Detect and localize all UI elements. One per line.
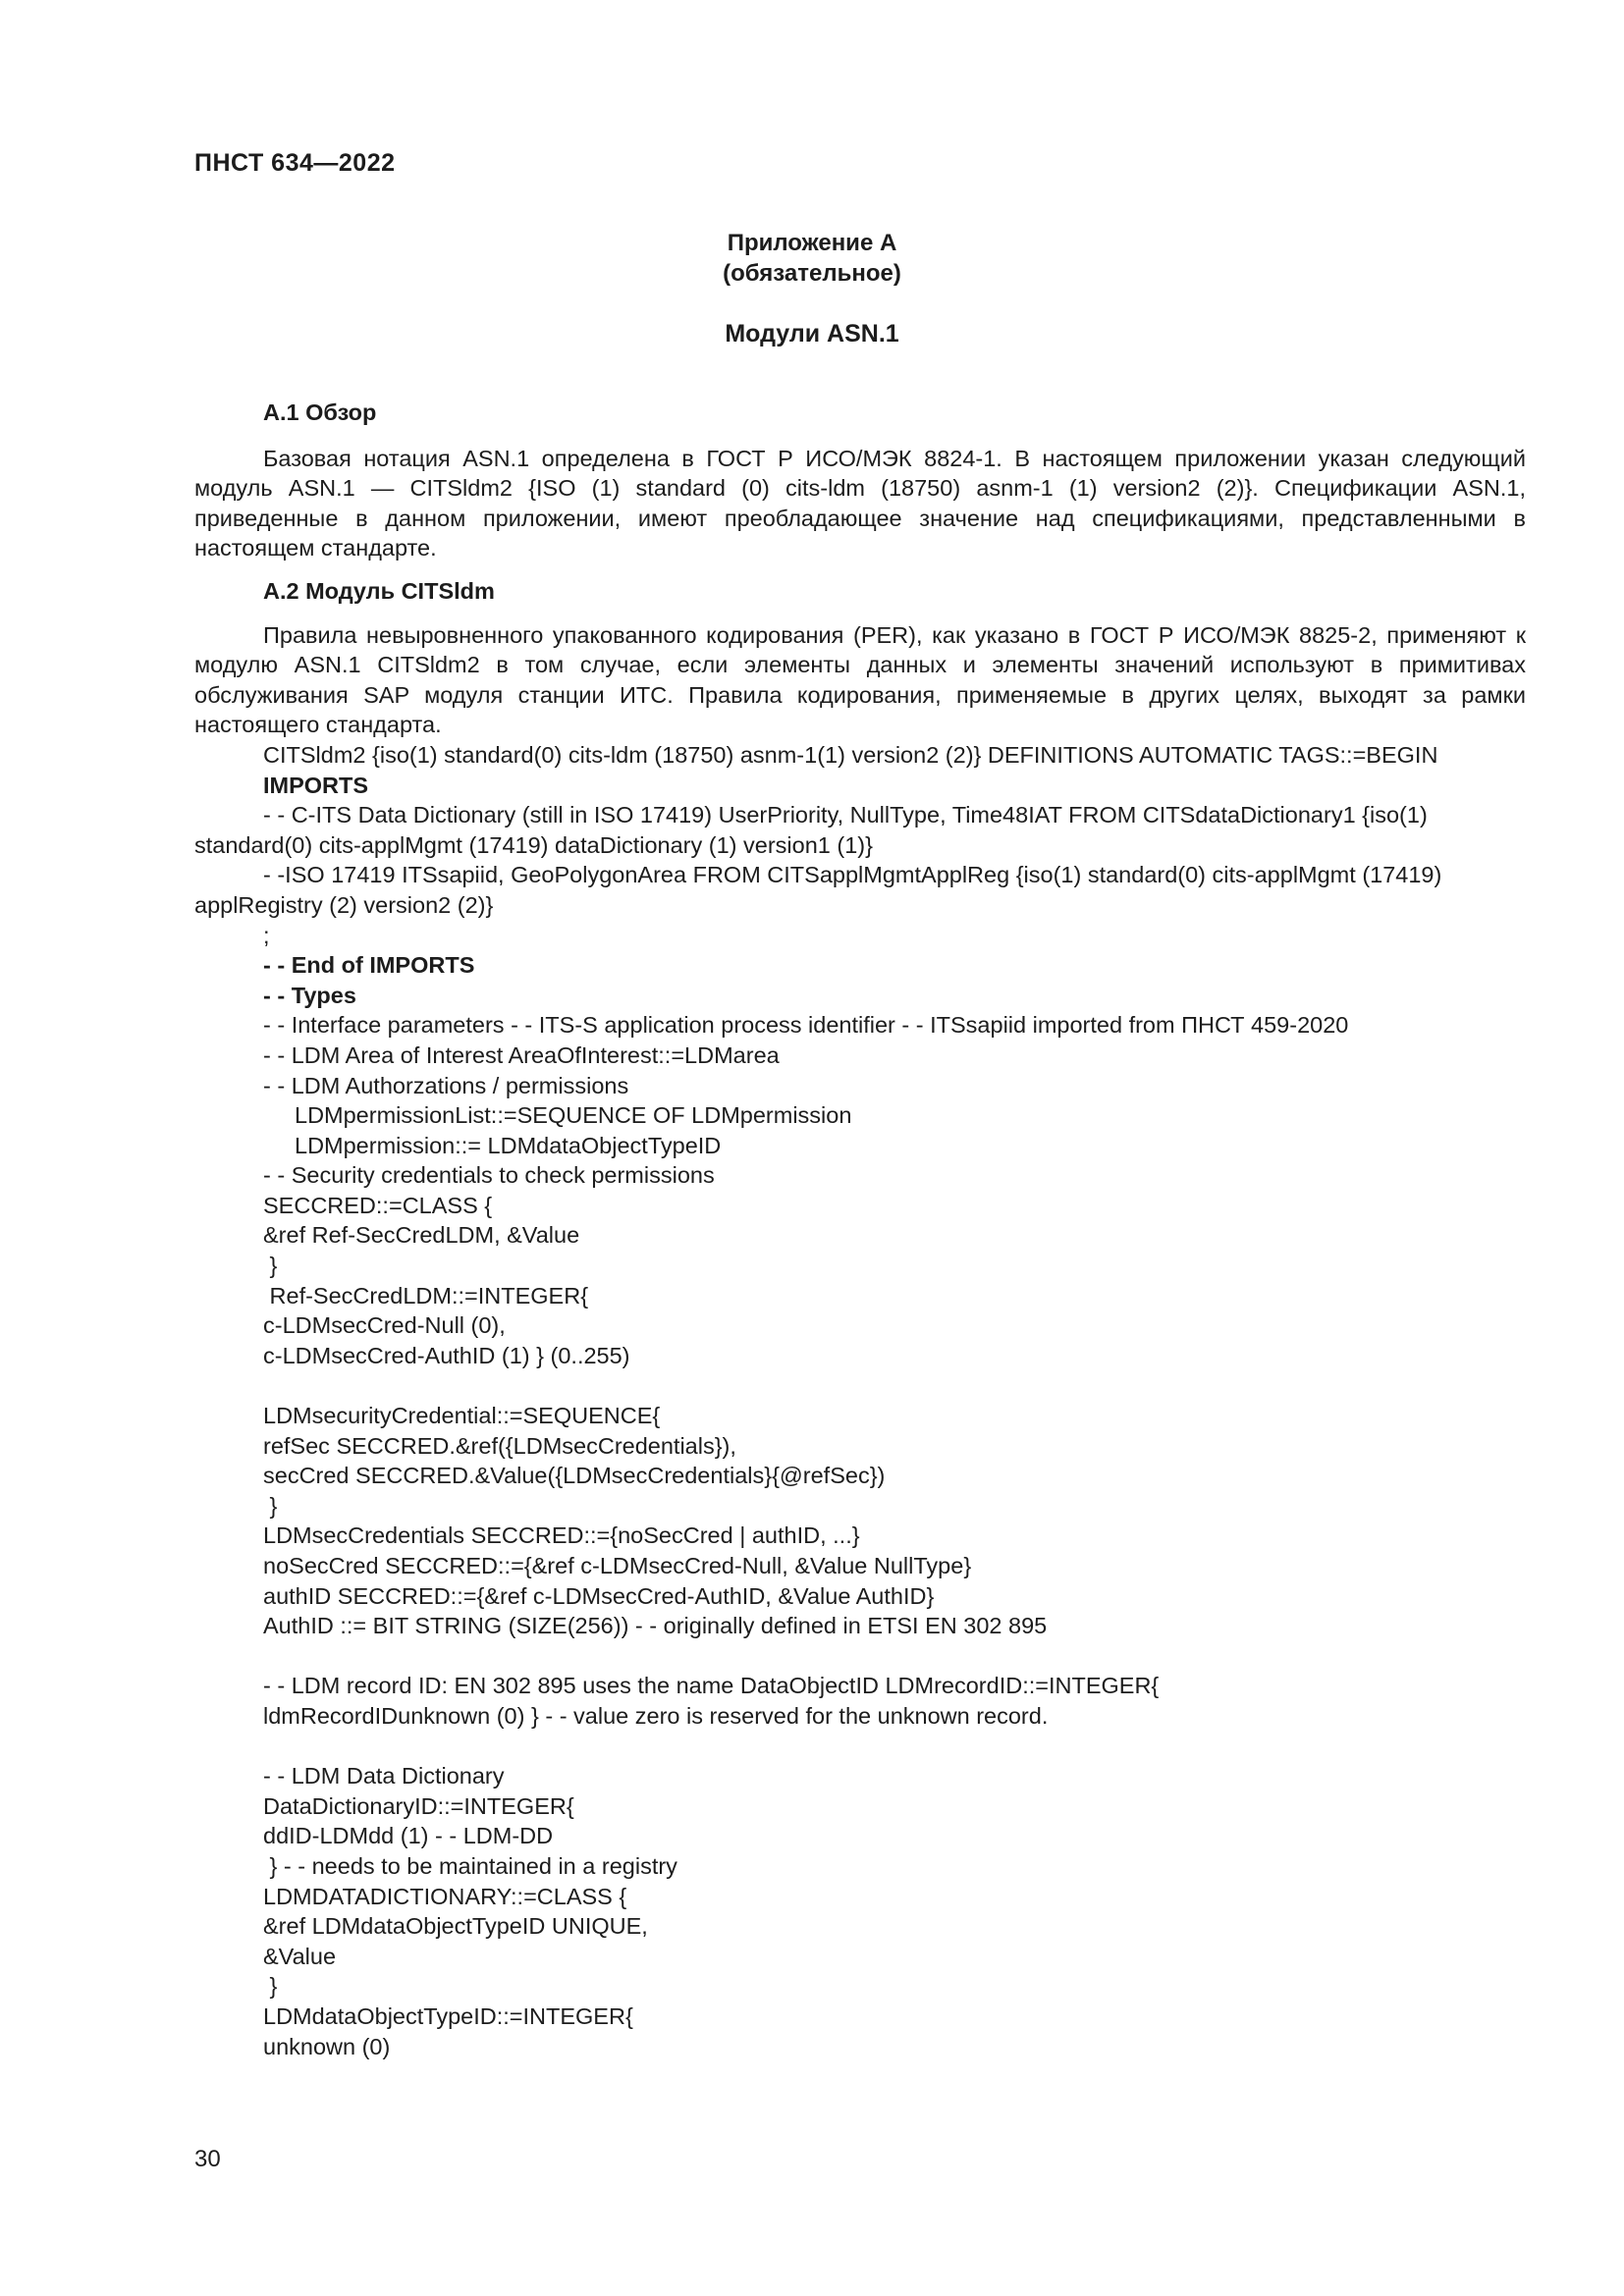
code-no-sec-cred: noSecCred SECCRED::={&ref c-LDMsecCred-Null, &Value NullType} [263, 1553, 972, 1578]
code-dd-ref: &ref LDMdataObjectTypeID UNIQUE, [263, 1913, 648, 1940]
code-dictionary-id: DataDictionaryID::=INTEGER{ [263, 1792, 574, 1819]
section-a1 [194, 398, 1526, 563]
code-close-brace: } [263, 1492, 278, 1519]
code-dd-value: &Value [263, 1943, 337, 1969]
code-ref-seccred: Ref-SecCredLDM::=INTEGER{ [263, 1282, 589, 1308]
asn1-code [194, 740, 1526, 2061]
code-import-2: - -ISO 17419 ITSsapiid, GeoPolygonArea FROM CITSapplMgmtApplReg {iso(1) standard(0) cits-applMgmt (17419) applRegistry (2) version2 (2)} [194, 862, 1442, 918]
code-unknown: unknown (0) [263, 2033, 391, 2059]
section-a2-paragraph: Правила невыровненного упакованного кодирования (PER), как указано в ГОСТ Р ИСО/МЭК 8825-2, применяют к модулю ASN.1 CITSldm2 в том случае, если элементы данных и элементы значений используют в примитивах обслуживания SAP модуля станции ИТС. Правила кодирования, применяемые в других целях, выходят за рамки настоящего стандарта. [194, 621, 1526, 738]
code-dictionary: - - LDM Data Dictionary [263, 1763, 505, 1789]
code-semicolon: ; [263, 922, 270, 948]
code-ref-sec: refSec SECCRED.&ref({LDMsecCredentials}), [263, 1432, 736, 1459]
annex-status: (обязательное) [723, 260, 901, 287]
section-a2-title: А.2 Модуль CITSldm [263, 578, 495, 604]
code-record-id: - - LDM record ID: EN 302 895 uses the name DataObjectID LDMrecordID::=INTEGER{ [263, 1673, 1160, 1699]
code-sec-credentials: LDMsecCredentials SECCRED::={noSecCred | authID, ...} [263, 1522, 860, 1549]
section-a1-paragraph: Базовая нотация ASN.1 определена в ГОСТ Р ИСО/МЭК 8824-1. В настоящем приложении указан следующий модуль ASN.1 — CITSldm2 {ISO (1) standard (0) cits-ldm (18750) asnm-1 (1) version2 (2)}. Спецификации ASN.1, приведенные в данном приложении, имеют преобладающее значение над спецификациями, представленными в настоящем стандарте. [194, 445, 1526, 561]
section-a1-title: А.1 Обзор [263, 400, 377, 425]
code-auth-id: authID SECCRED::={&ref c-LDMsecCred-AuthID, &Value AuthID} [263, 1582, 935, 1609]
code-end-imports: - - End of IMPORTS [263, 952, 475, 979]
code-area: - - LDM Area of Interest AreaOfInterest::=LDMarea [263, 1041, 780, 1068]
code-import-1: - - C-ITS Data Dictionary (still in ISO 17419) UserPriority, NullType, Time48IAT FROM CITSdataDictionary1 {iso(1) standard(0) cits-applMgmt (17419) dataDictionary (1) version1 (1)} [194, 802, 1428, 858]
annex-title: Приложение А [727, 230, 897, 256]
code-object-type: LDMdataObjectTypeID::=INTEGER{ [263, 2002, 633, 2029]
code-seccred-ref: &ref Ref-SecCredLDM, &Value [263, 1222, 580, 1249]
code-perm: LDMpermission::= LDMdataObjectTypeID [295, 1132, 722, 1158]
code-interface: - - Interface parameters - - ITS-S application process identifier - - ITSsapiid imported from ПНСТ 459-2020 [263, 1012, 1349, 1039]
code-types: - - Types [263, 982, 356, 1008]
annex-name: Модули ASN.1 [725, 320, 899, 347]
code-dd-class: LDMDATADICTIONARY::=CLASS { [263, 1883, 627, 1909]
code-dd-id: ddID-LDMdd (1) - - LDM-DD [263, 1823, 554, 1849]
code-imports-label: IMPORTS [263, 772, 369, 798]
code-sec-cred: secCred SECCRED.&Value({LDMsecCredentials}{@refSec}) [263, 1463, 886, 1489]
code-seccred-class: SECCRED::=CLASS { [263, 1192, 493, 1218]
code-sec-credential: LDMsecurityCredential::=SEQUENCE{ [263, 1403, 661, 1429]
code-close-brace: } [263, 1253, 278, 1279]
section-a2 [194, 576, 1526, 2061]
code-registry: } - - needs to be maintained in a registry [263, 1852, 677, 1879]
code-close-brace: } [263, 1973, 278, 2000]
code-security: - - Security credentials to check permissions [263, 1162, 715, 1189]
document-designation: ПНСТ 634—2022 [194, 149, 396, 177]
page-number: 30 [194, 2146, 221, 2172]
code-perm-list: LDMpermissionList::=SEQUENCE OF LDMpermission [295, 1102, 852, 1129]
code-authorizations: - - LDM Authorzations / permissions [263, 1072, 629, 1098]
code-null-cred: c-LDMsecCred-Null (0), [263, 1312, 506, 1339]
code-definitions: CITSldm2 {iso(1) standard(0) cits-ldm (18750) asnm-1(1) version2 (2)} DEFINITIONS AUTOMATIC TAGS::=BEGIN [263, 741, 1438, 768]
code-auth-id-type: AuthID ::= BIT STRING (SIZE(256)) - - originally defined in ETSI EN 302 895 [263, 1613, 1048, 1639]
code-record-unknown: ldmRecordIDunknown (0) } - - value zero is reserved for the unknown record. [263, 1702, 1049, 1729]
code-auth-cred: c-LDMsecCred-AuthID (1) } (0..255) [263, 1342, 630, 1368]
